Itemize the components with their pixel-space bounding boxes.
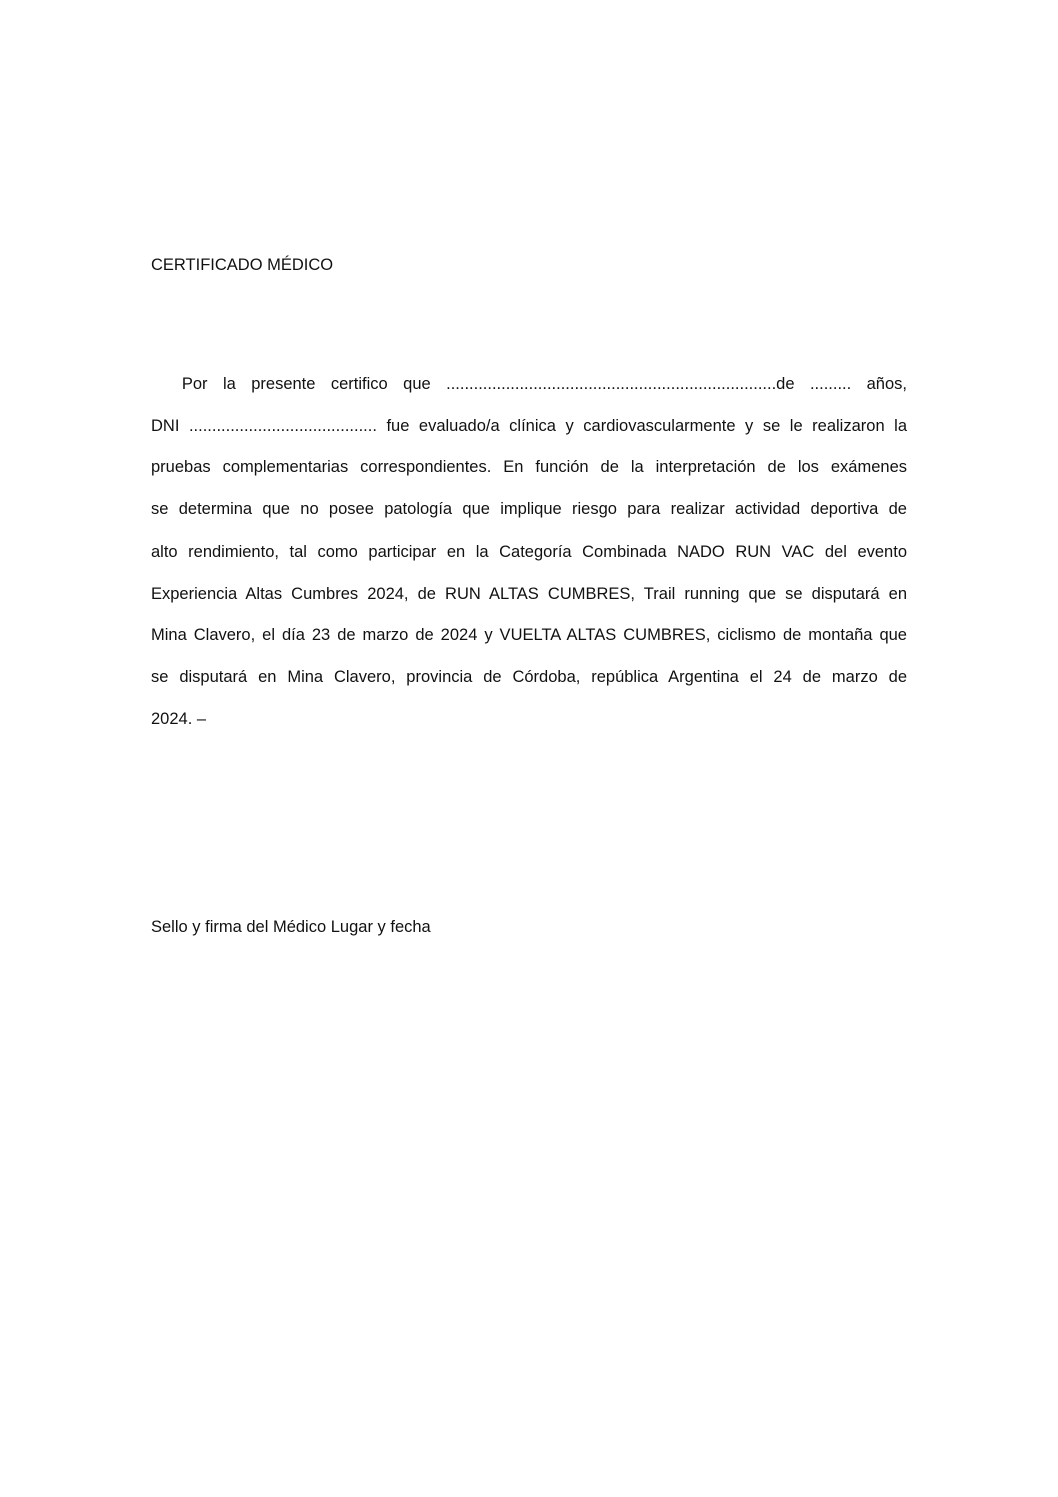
body-line-1: Por la presente certifico que ........................................................................de ......... años,	[151, 375, 907, 393]
body-line-8: se disputará en Mina Clavero, provincia de Córdoba, república Argentina el 24 de marzo de	[151, 668, 907, 686]
document-title: CERTIFICADO MÉDICO	[151, 256, 334, 274]
body-line-9: 2024. –	[151, 710, 207, 728]
body-line-3: pruebas complementarias correspondientes. En función de la interpretación de los exámenes	[151, 458, 907, 476]
body-line-7: Mina Clavero, el día 23 de marzo de 2024 y VUELTA ALTAS CUMBRES, ciclismo de montaña que	[151, 626, 907, 644]
body-line-5: alto rendimiento, tal como participar en la Categoría Combinada NADO RUN VAC del evento	[151, 543, 907, 561]
body-line-4: se determina que no posee patología que implique riesgo para realizar actividad deportiva de	[151, 500, 907, 518]
body-line-2: DNI ......................................... fue evaluado/a clínica y cardiovascularmente y se le realizaron la	[151, 417, 907, 435]
signature-line: Sello y firma del Médico Lugar y fecha	[151, 918, 431, 936]
body-line-6: Experiencia Altas Cumbres 2024, de RUN ALTAS CUMBRES, Trail running que se disputará en	[151, 585, 907, 603]
